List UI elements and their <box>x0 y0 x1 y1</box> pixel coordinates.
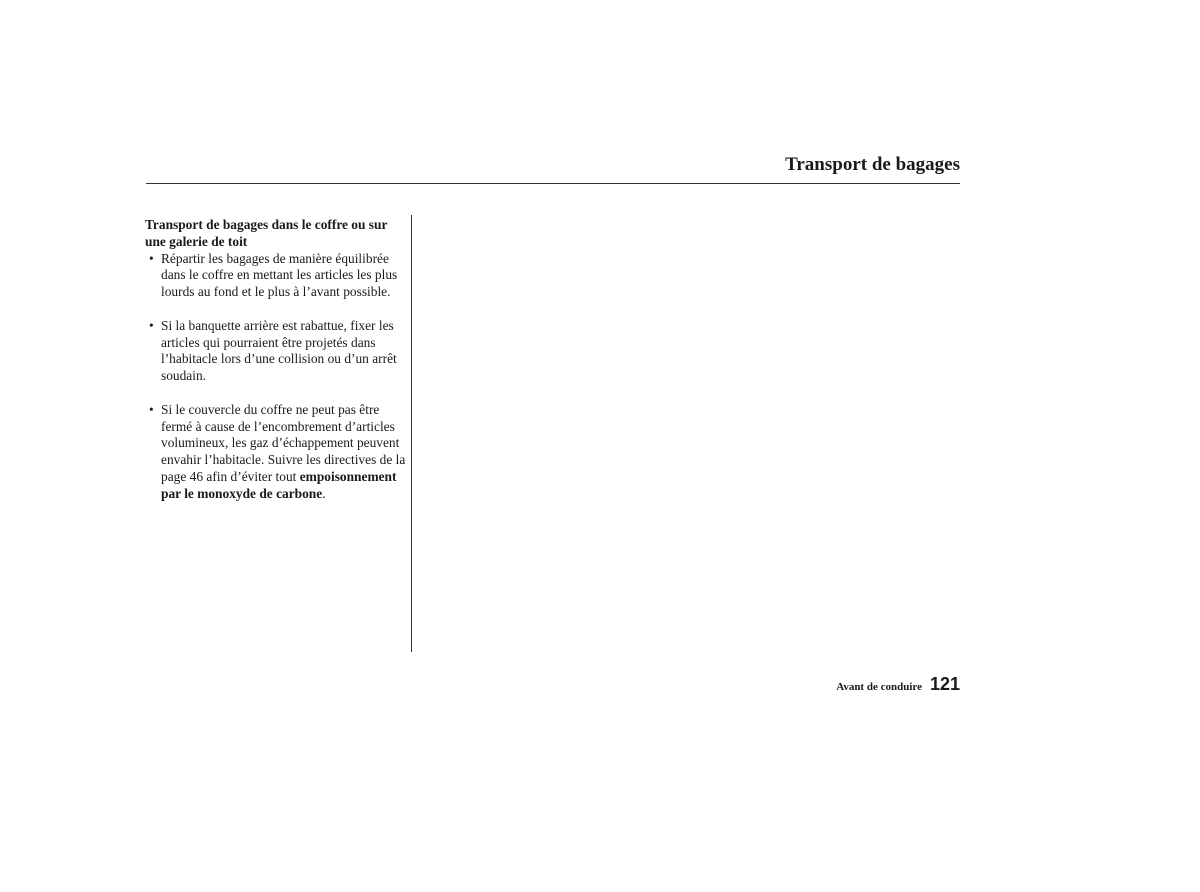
bullet-text-continued: afin d’éviter tout <box>206 468 297 484</box>
section-heading: Transport de bagages dans le coffre ou sur une galerie de toit <box>145 217 388 249</box>
list-item <box>145 402 410 503</box>
left-column <box>145 217 410 519</box>
bullet-icon: • <box>149 250 154 266</box>
header-rule <box>146 183 960 184</box>
bullet-text-end: . <box>322 485 326 501</box>
page-reference-link[interactable]: 46 <box>189 468 204 484</box>
bullet-list <box>145 251 410 503</box>
warning-emphasis: empoisonnement par le monoxyde de carbone <box>161 468 397 501</box>
bullet-icon: • <box>149 317 154 333</box>
list-item <box>145 251 410 301</box>
page-number: 121 <box>929 674 960 694</box>
bullet-icon: • <box>149 401 154 417</box>
page-footer <box>836 674 960 695</box>
footer-section-name: Avant de conduire <box>836 681 922 693</box>
bullet-text: Répartir les bagages de manière équilibrée dans le coffre en mettant les articles les plus lourds au fond et le plus à l’avant possible. <box>161 250 398 300</box>
bullet-text: Si le couvercle du coffre ne peut pas être fermé à cause de l’encombrement d’articles volumineux, les gaz d’échappement peuvent envahir l’habitacle. Suivre les directives de la page <box>161 401 406 484</box>
list-item <box>145 318 410 385</box>
column-divider <box>411 215 412 652</box>
page-title: Transport de bagages <box>785 154 960 175</box>
bullet-text: Si la banquette arrière est rabattue, fixer les articles qui pourraient être projetés dans l’habitacle lors d’une collision ou d’un arrêt soudain. <box>161 317 397 384</box>
